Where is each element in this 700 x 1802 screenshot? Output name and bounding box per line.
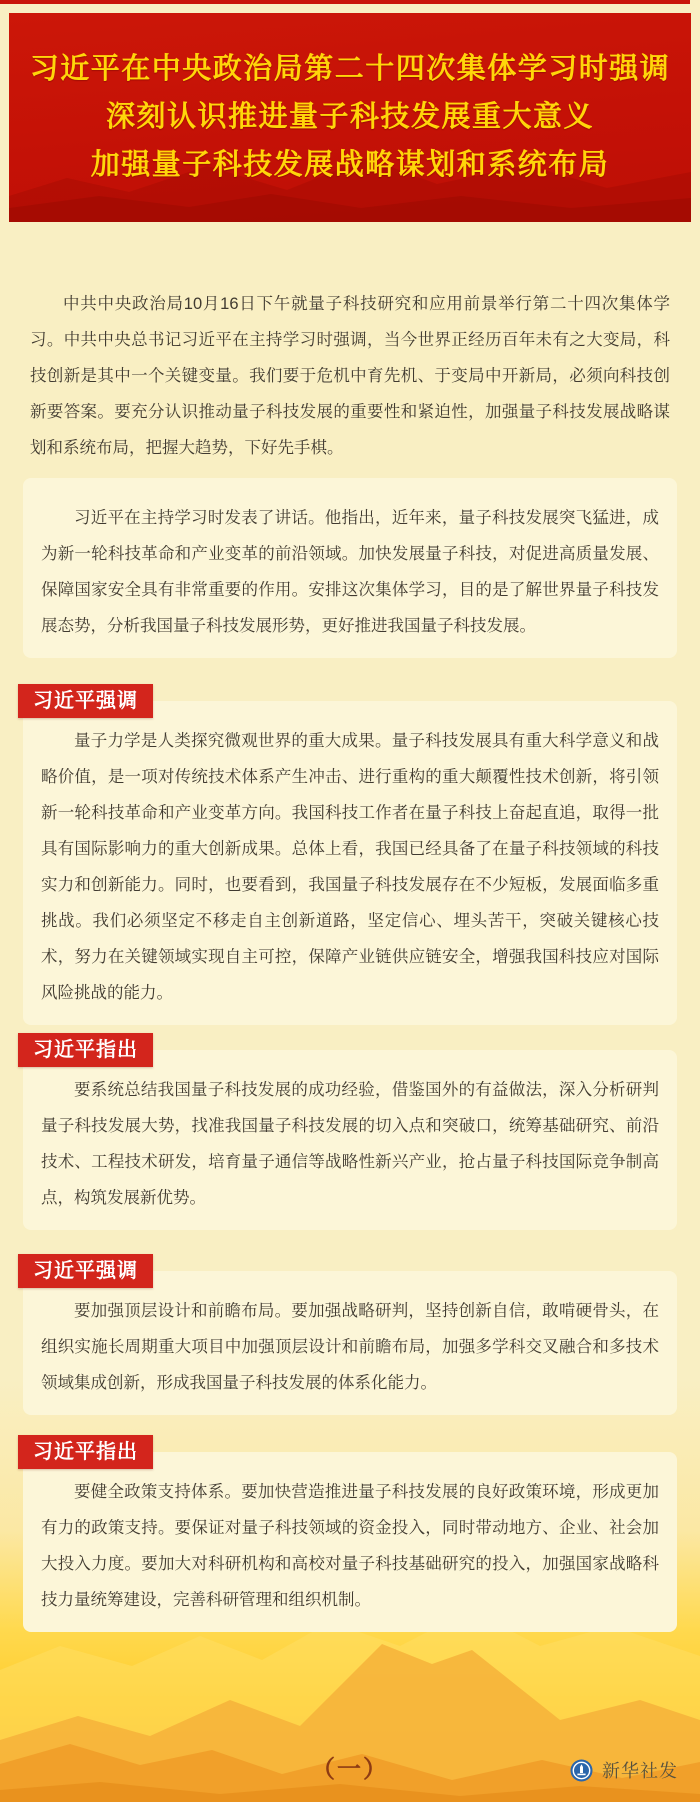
headline-banner [9, 13, 691, 222]
lead-paragraph: 中共中央政治局10月16日下午就量子科技研究和应用前景举行第二十四次集体学习。中共中央总书记习近平在主持学习时强调，当今世界正经历百年未有之大变局，科技创新是其中一个关键变量。我们要于危机中育先机、于变局中开新局，必须向科技创新要答案。要充分认识推动量子科技发展的重要性和紧迫性，加强量子科技发展战略谋划和系统布局，把握大趋势，下好先手棋。 [30, 295, 670, 457]
footer [0, 1752, 700, 1788]
credit [570, 1752, 678, 1788]
paragraph-text: 习近平在主持学习时发表了讲话。他指出，近年来，量子科技发展突飞猛进，成为新一轮科技革命和产业变革的前沿领域。加快发展量子科技，对促进高质量发展、保障国家安全具有非常重要的作用。安排这次集体学习，目的是了解世界量子科技发展态势，分析我国量子科技发展形势，更好推进我国量子科技发展。 [41, 509, 659, 635]
speaker-label-badge-4: 习近平指出 [18, 1435, 153, 1469]
poster-content [0, 13, 700, 1632]
paragraph-box-2 [23, 1050, 677, 1230]
top-red-strip [0, 0, 690, 4]
paragraph-text: 要加强顶层设计和前瞻布局。要加强战略研判，坚持创新自信，敢啃硬骨头，在组织实施长周期重大项目中加强顶层设计和前瞻布局，加强多学科交叉融合和多技术领域集成创新，形成我国量子科技发展的体系化能力。 [41, 1302, 659, 1392]
banner-title-line-3: 加强量子科技发展战略谋划和系统布局 [90, 149, 610, 181]
credit-text: 新华社发 [602, 1761, 678, 1781]
paragraph-box-intro [23, 478, 677, 658]
banner-title-line-2: 深刻认识推进量子科技发展重大意义 [105, 101, 594, 133]
page-number: （一） [311, 1756, 389, 1783]
speaker-label-badge-3: 习近平强调 [18, 1254, 153, 1288]
paragraph-text: 要系统总结我国量子科技发展的成功经验，借鉴国外的有益做法，深入分析研判量子科技发展大势，找准我国量子科技发展的切入点和突破口，统筹基础研究、前沿技术、工程技术研发，培育量子通信等战略性新兴产业，抢占量子科技国际竞争制高点，构筑发展新优势。 [41, 1081, 659, 1207]
banner-title-line-1: 习近平在中央政治局第二十四次集体学习时强调 [29, 53, 671, 85]
paragraph-text: 要健全政策支持体系。要加快营造推进量子科技发展的良好政策环境，形成更加有力的政策支持。要保证对量子科技领域的资金投入，同时带动地方、企业、社会加大投入力度。要加大对科研机构和高校对量子科技基础研究的投入，加强国家战略科技力量统筹建设，完善科研管理和组织机制。 [41, 1483, 659, 1609]
paragraph-box-4 [23, 1452, 677, 1632]
xinhua-logo-icon [570, 1759, 593, 1782]
speaker-label-badge-1: 习近平强调 [18, 684, 153, 718]
speaker-label-badge-2: 习近平指出 [18, 1033, 153, 1067]
paragraph-box-3 [23, 1271, 677, 1415]
paragraph-box-1 [23, 701, 677, 1025]
paragraph-text: 量子力学是人类探究微观世界的重大成果。量子科技发展具有重大科学意义和战略价值，是一项对传统技术体系产生冲击、进行重构的重大颠覆性技术创新，将引领新一轮科技革命和产业变革方向。我国科技工作者在量子科技上奋起直追，取得一批具有国际影响力的重大创新成果。总体上看，我国已经具备了在量子科技领域的科技实力和创新能力。同时，也要看到，我国量子科技发展存在不少短板，发展面临多重挑战。我们必须坚定不移走自主创新道路，坚定信心、埋头苦干，突破关键核心技术，努力在关键领域实现自主可控，保障产业链供应链安全，增强我国科技应对国际风险挑战的能力。 [41, 732, 659, 1002]
banner-titles [9, 13, 691, 222]
